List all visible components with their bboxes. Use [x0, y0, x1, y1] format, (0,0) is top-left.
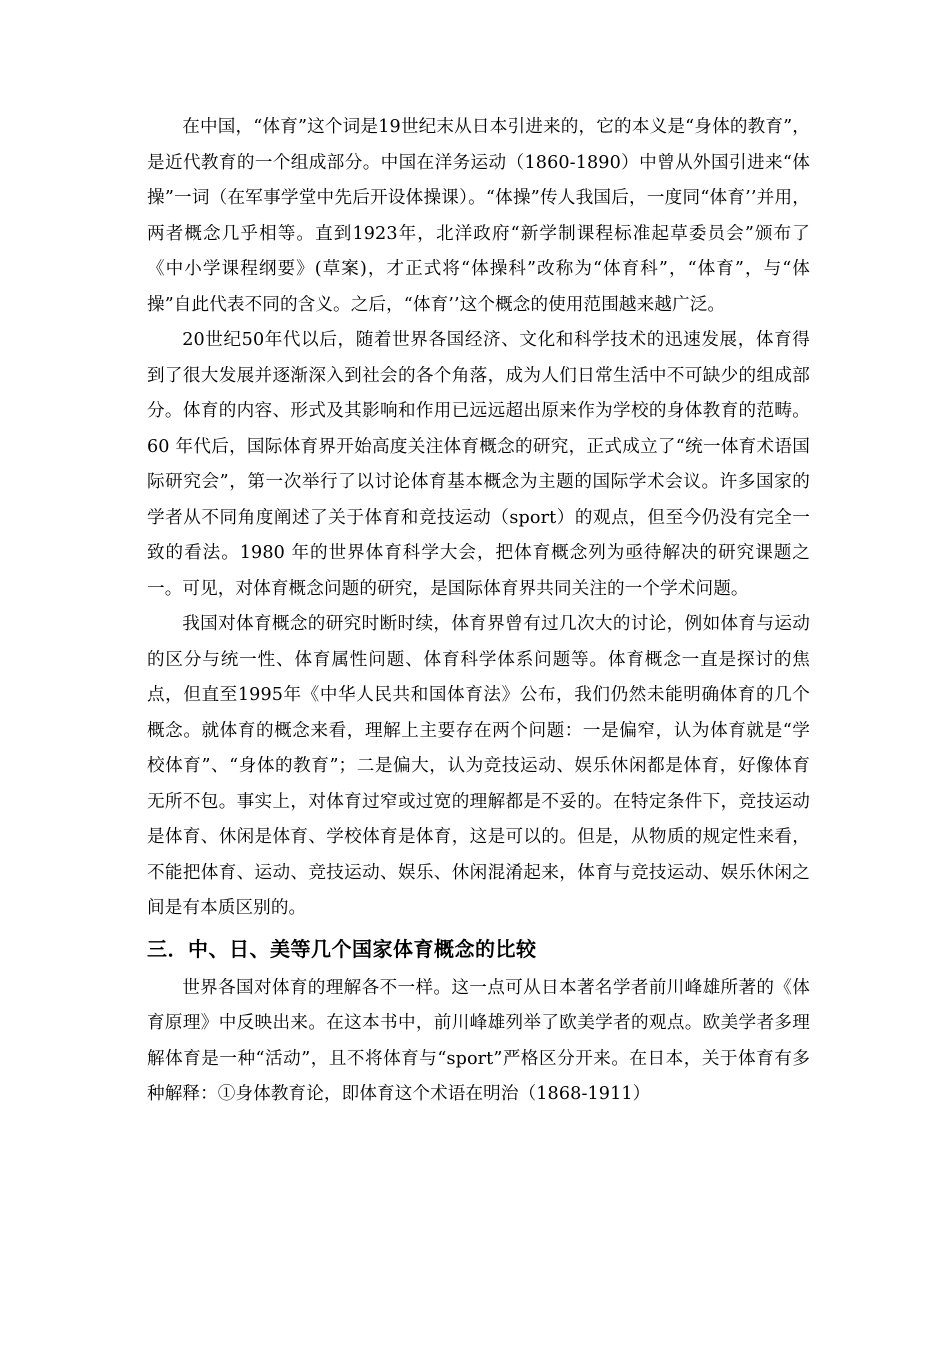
- document-page: [147, 110, 810, 1113]
- body-paragraph-1: 在中国，“体育”这个词是19世纪末从日本引进来的，它的本义是“身体的教育”，是近代教育的一个组成部分。中国在洋务运动（1860-1890）中曾从外国引进来“体操”一词（在军事学堂中先后开设体操课）。“体操”传人我国后，一度同“体育’’并用，两者概念几乎相等。直到1923年，北洋政府“新学制课程标准起草委员会”颁布了《中小学课程纲要》(草案)，才正式将“体操科”改称为“体育科”，“体育”，与“体操”自此代表不同的含义。之后，“体育’’这个概念的使用范围越来越广泛。: [147, 117, 810, 315]
- body-paragraph-4: 世界各国对体育的理解各不一样。这一点可从日本著名学者前川峰雄所著的《体育原理》中反映出来。在这本书中，前川峰雄列举了欧美学者的观点。欧美学者多理解体育是一种“活动”，且不将体育与“sport”严格区分开来。在日本，关于体育有多种解释：①身体教育论，即体育这个术语在明治（1868-1911）: [147, 977, 810, 1104]
- body-paragraph-3: 我国对体育概念的研究时断时续，体育界曾有过几次大的讨论，例如体育与运动的区分与统一性、体育属性问题、体育科学体系问题等。体育概念一直是探讨的焦点，但直至1995年《中华人民共和国体育法》公布，我们仍然未能明确体育的几个概念。就体育的概念来看，理解上主要存在两个问题：一是偏窄，认为体育就是“学校体育”、“身体的教育”；二是偏大，认为竞技运动、娱乐休闲都是体育，好像体育无所不包。事实上，对体育过窄或过宽的理解都是不妥的。在特定条件下，竞技运动是体育、休闲是体育、学校体育是体育，这是可以的。但是，从物质的规定性来看，不能把体育、运动、竞技运动、娱乐、休闲混淆起来，体育与竞技运动、娱乐休闲之间是有本质区别的。: [147, 614, 810, 918]
- section-heading: 三．中、日、美等几个国家体育概念的比较: [147, 936, 537, 961]
- body-paragraph-2: 20世纪50年代以后，随着世界各国经济、文化和科学技术的迅速发展，体育得到了很大发展并逐渐深入到社会的各个角落，成为人们日常生活中不可缺少的组成部分。体育的内容、形式及其影响和作用已远远超出原来作为学校的身体教育的范畴。60 年代后，国际体育界开始高度关注体育概念的研究，正式成立了“统一体育术语国际研究会”，第一次举行了以讨论体育基本概念为主题的国际学术会议。许多国家的学者从不同角度阐述了关于体育和竞技运动（sport）的观点，但至今仍没有完全一致的看法。1980 年的世界体育科学大会，把体育概念列为亟待解决的研究课题之一。可见，对体育概念问题的研究，是国际体育界共同关注的一个学术问题。: [147, 330, 810, 599]
